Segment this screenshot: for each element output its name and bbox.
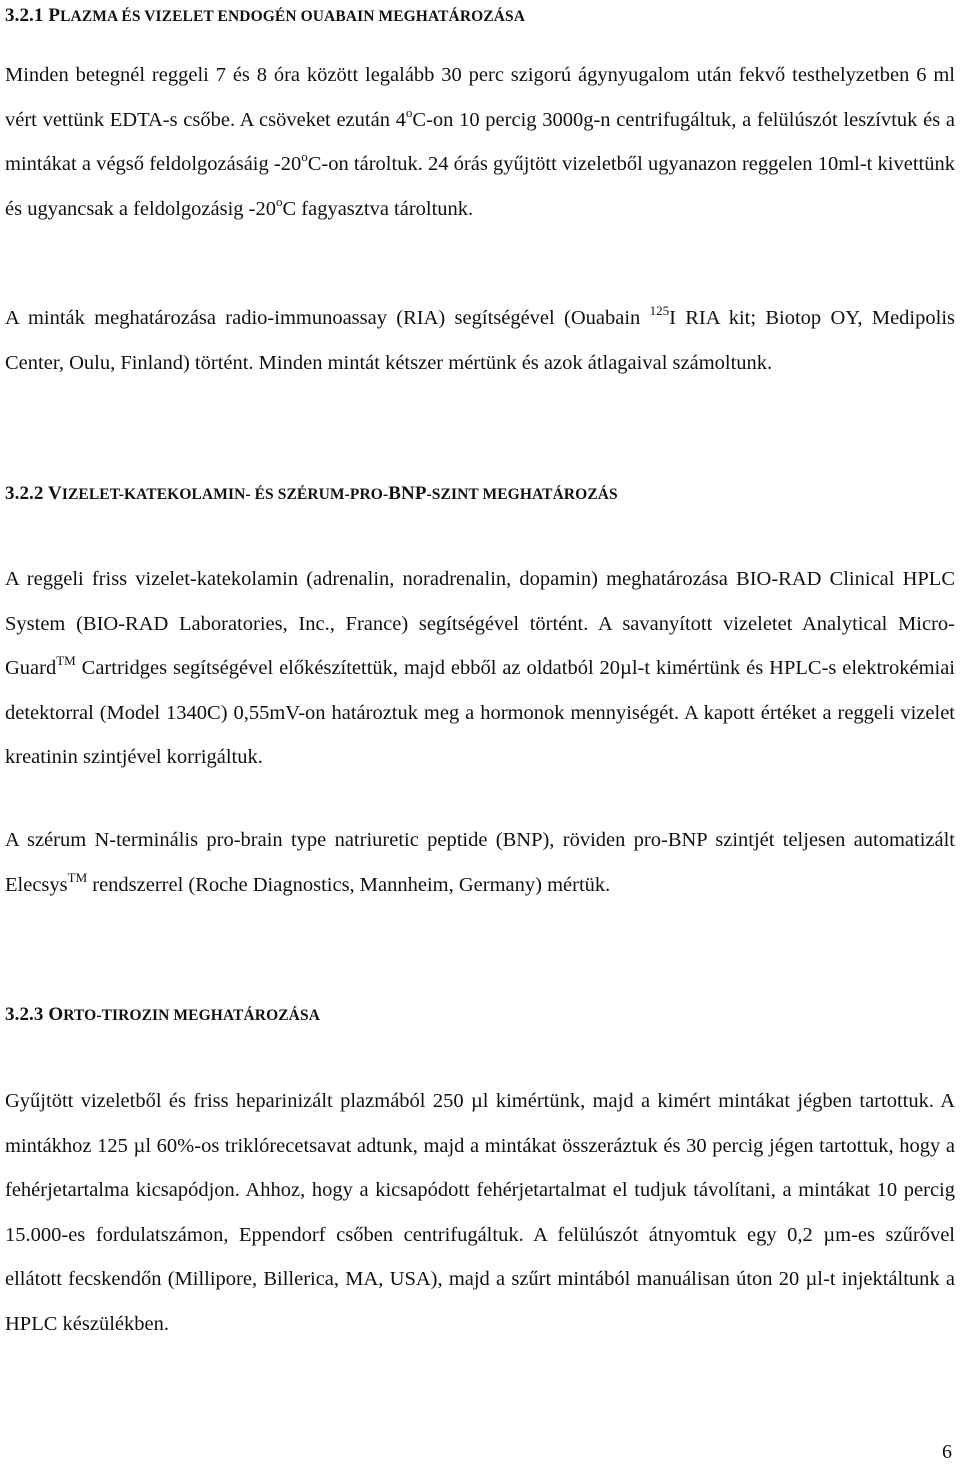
section-number: 3.2.2 bbox=[5, 483, 44, 504]
paragraph-pro-bnp-method: A szérum N-terminális pro-brain type natriuretic peptide (BNP), röviden pro-BNP szintjét teljesen automatizált Elecsys™ rendszerrel (Roche Diagnostics, Mannheim, Germany) mértük. bbox=[5, 829, 955, 896]
section-title: ORTO-TIROZIN MEGHATÁROZÁSA bbox=[48, 1004, 320, 1025]
page-number: 6 bbox=[942, 1441, 952, 1463]
section-number: 3.2.1 bbox=[5, 5, 44, 26]
section-number: 3.2.3 bbox=[5, 1004, 44, 1025]
section-title: VIZELET-KATEKOLAMIN- ÉS SZÉRUM-PRO-BNP-SZINT MEGHATÁROZÁS bbox=[48, 483, 618, 504]
section-heading-3-2-3 bbox=[5, 1003, 320, 1028]
section-heading-3-2-1 bbox=[5, 4, 525, 29]
paragraph-catecholamine-method: A reggeli friss vizelet-katekolamin (adrenalin, noradrenalin, dopamin) meghatározása BIO-RAD Clinical HPLC System (BIO-RAD Laboratories, Inc., France) segítségével történt. A savanyított vizeletet Analytical Micro-Guard™ Cartridges segítségével előkészítettük, majd ebből az oldatból 20µl-t kimértünk és HPLC-s elektrokémiai detektorral (Model 1340C) 0,55mV-on határoztuk meg a hormonok mennyiségét. A kapott értéket a reggeli vizelet kreatinin szintjével korrigáltuk. bbox=[5, 568, 955, 768]
paragraph-ortho-tyrosine-method: Gyűjtött vizeletből és friss heparinizált plazmából 250 µl kimértünk, majd a kimért mintákat jégben tartottuk. A mintákhoz 125 µl 60%-os triklórecetsavat adtunk, majd a mintákat összeráztuk és 30 percig jégen tartottuk, hogy a fehérjetartalma kicsapódjon. Ahhoz, hogy a kicsapódott fehérjetartalmat el tudjuk távolítani, a mintákat 10 percig 15.000-es fordulatszámon, Eppendorf csőben centrifugáltuk. A felülúszót átnyomtuk egy 0,2 µm-es szűrővel ellátott fecskendőn (Millipore, Billerica, MA, USA), majd a szűrt mintából manuálisan úton 20 µl-t injektáltunk a HPLC készülékben. bbox=[5, 1090, 955, 1335]
section-heading-3-2-2 bbox=[5, 482, 618, 507]
paragraph-plasma-sampling: Minden betegnél reggeli 7 és 8 óra között legalább 30 perc szigorú ágynyugalom után fekvő testhelyzetben 6 ml vért vettünk EDTA-s csőbe. A csöveket ezután 4$^o$C-on 10 percig 3000g-n centrifugáltuk, a felülúszót leszívtuk és a mintákat a végső feldolgozásáig -20$^o$C-on tároltuk. 24 órás gyűjtött vizeletből ugyanazon reggelen 10ml-t kivettünk és ugyancsak a feldolgozásig -20$^o$C fagyasztva tároltunk. bbox=[5, 64, 956, 220]
section-title: PLAZMA ÉS VIZELET ENDOGÉN OUABAIN MEGHATÁROZÁSA bbox=[48, 5, 526, 26]
paragraph-ria-method: A minták meghatározása radio-immunoassay (RIA) segítségével (Ouabain $^{125}$I RIA kit; Biotop OY, Medipolis Center, Oulu, Finland) történt. Minden mintát kétszer mértünk és azok átlagaival számoltunk. bbox=[5, 303, 955, 374]
